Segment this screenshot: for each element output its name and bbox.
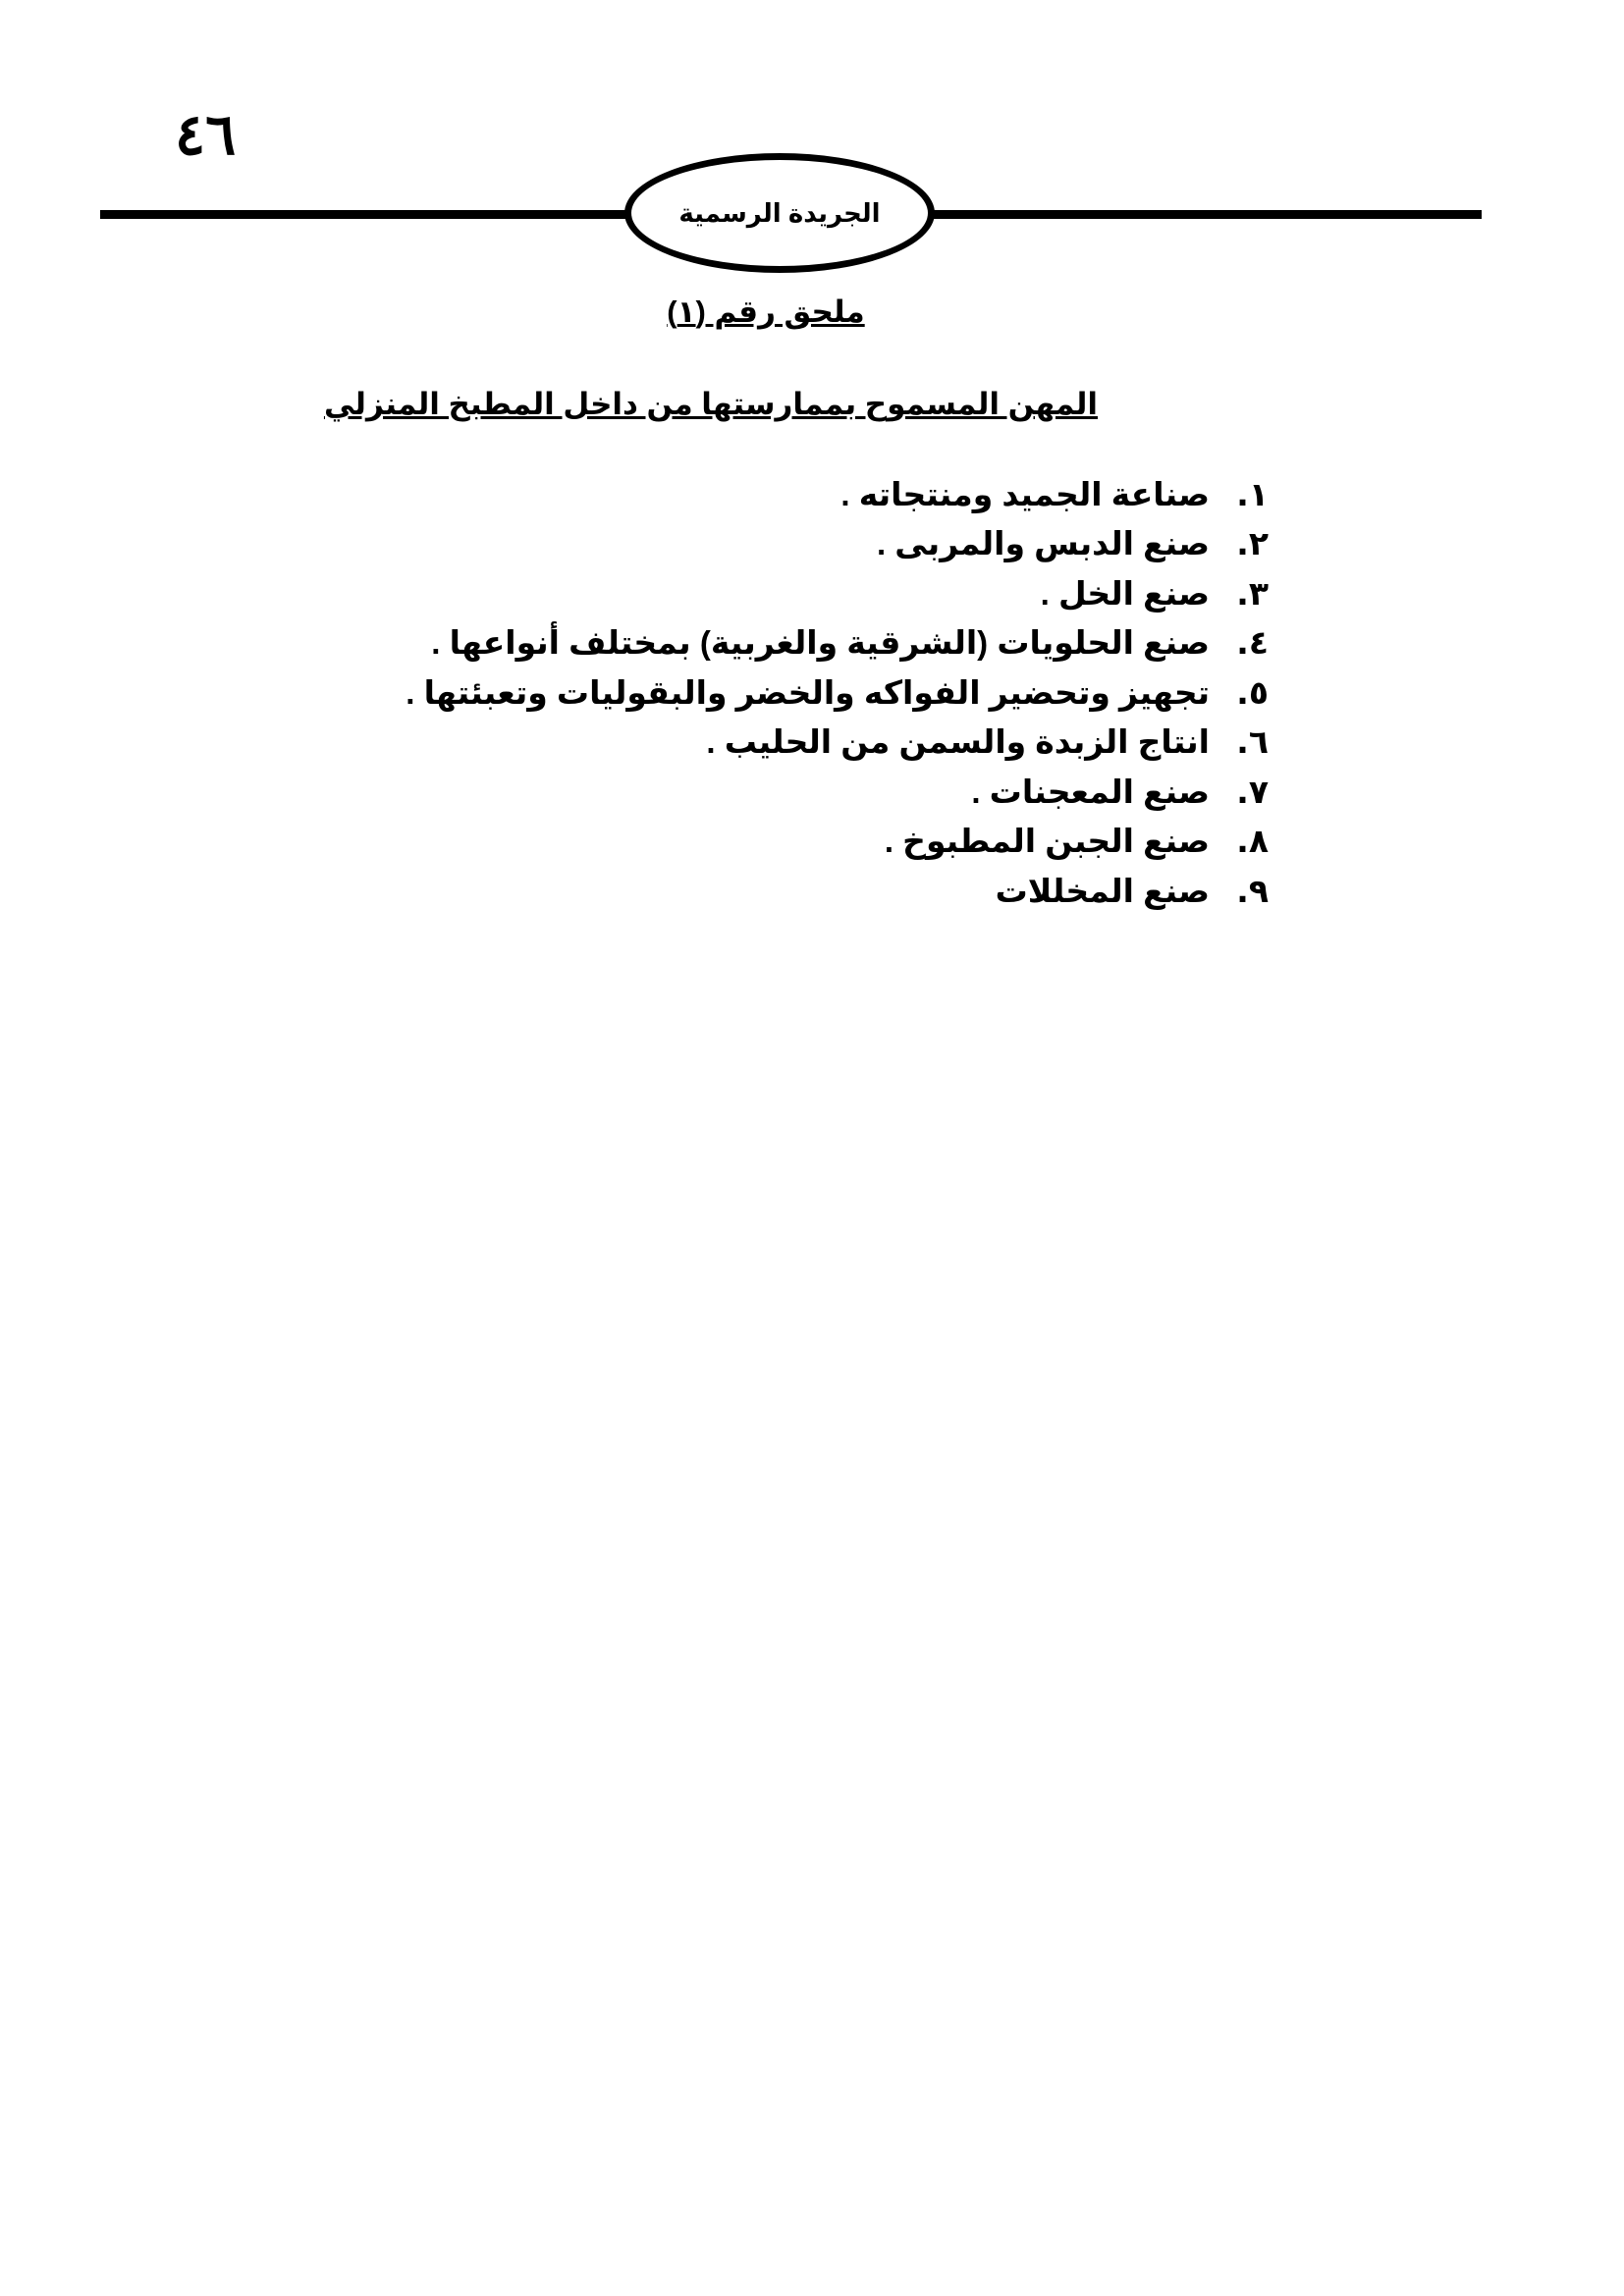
page-number: ٤٦ bbox=[175, 101, 237, 168]
list-item bbox=[406, 718, 1269, 768]
item-number: ٢. bbox=[1236, 524, 1269, 563]
item-number: ٦. bbox=[1236, 722, 1269, 762]
item-text: صنع المعجنات . bbox=[971, 773, 1210, 810]
list-item bbox=[406, 618, 1269, 668]
list-item bbox=[406, 866, 1269, 916]
gazette-name: الجريدة الرسمية bbox=[678, 197, 881, 228]
annex-title: ملحق رقم (١) bbox=[667, 294, 865, 329]
item-number: ٩. bbox=[1236, 871, 1269, 910]
list-item bbox=[406, 469, 1269, 519]
item-number: ١. bbox=[1236, 474, 1269, 513]
item-text: صنع الخل . bbox=[1040, 574, 1210, 612]
item-number: ٥. bbox=[1236, 672, 1269, 712]
list-item bbox=[406, 667, 1269, 718]
header-rule-right bbox=[929, 210, 1482, 219]
item-number: ٧. bbox=[1236, 772, 1269, 811]
item-number: ٤. bbox=[1236, 623, 1269, 663]
item-number: ٣. bbox=[1236, 573, 1269, 613]
item-number: ٨. bbox=[1236, 822, 1269, 861]
item-text: صنع الجبن المطبوخ . bbox=[884, 823, 1210, 860]
section-title: المهن المسموح بممارستها من داخل المطبخ المنزلي bbox=[323, 387, 1098, 421]
item-text: تجهيز وتحضير الفواكه والخضر والبقوليات وتعبئتها . bbox=[406, 673, 1210, 711]
header-oval bbox=[624, 153, 935, 273]
item-text: صنع الدبس والمربى . bbox=[876, 525, 1210, 562]
item-text: انتاج الزبدة والسمن من الحليب . bbox=[706, 723, 1210, 761]
item-text: صنع المخللات bbox=[995, 872, 1210, 909]
list-item bbox=[406, 568, 1269, 618]
permitted-professions-list bbox=[406, 469, 1269, 916]
list-item bbox=[406, 817, 1269, 867]
header-rule-left bbox=[100, 210, 630, 219]
item-text: صنع الحلويات (الشرقية والغربية) بمختلف أنواعها . bbox=[431, 624, 1210, 662]
list-item bbox=[406, 519, 1269, 569]
item-text: صناعة الجميد ومنتجاته . bbox=[840, 475, 1210, 512]
list-item bbox=[406, 767, 1269, 817]
